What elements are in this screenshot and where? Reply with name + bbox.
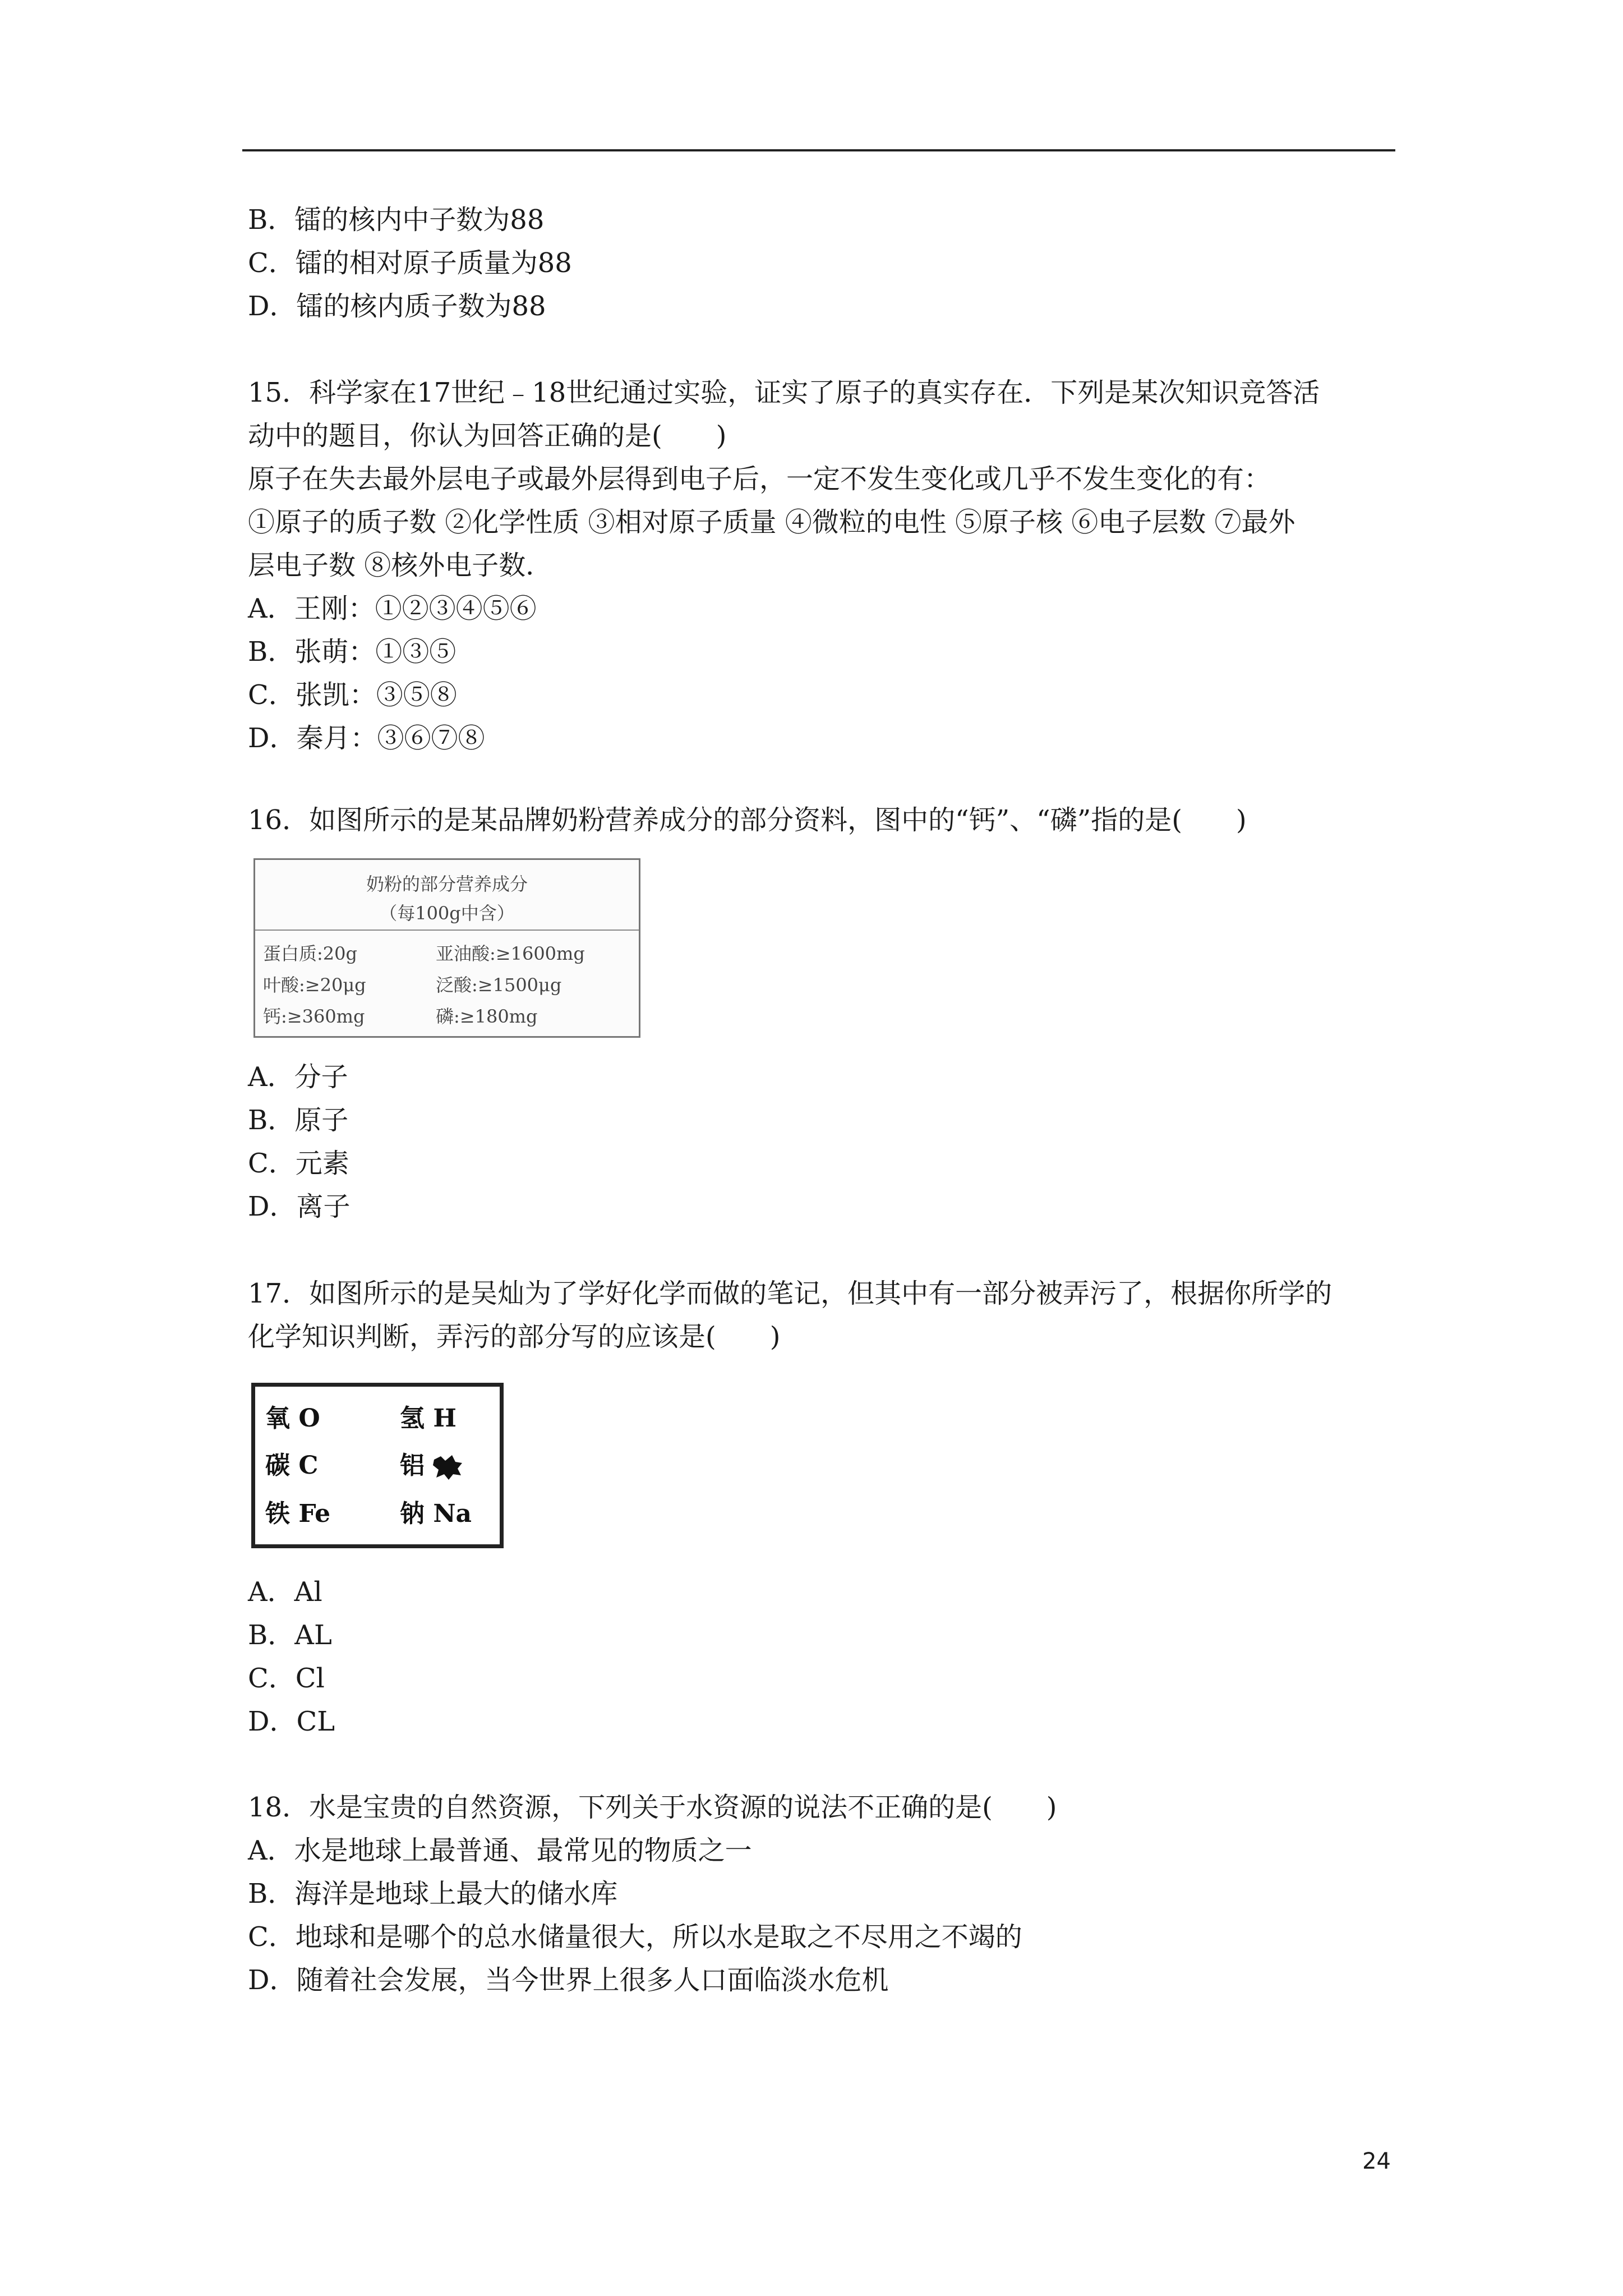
nutrition-cell: 泛酸:≥1500μg bbox=[436, 974, 562, 996]
note-cell: 钠 Na bbox=[400, 1499, 472, 1528]
option-c: C．张凯：③⑤⑧ bbox=[248, 679, 457, 711]
question-text: 化学知识判断，弄污的部分写的应该是( ) bbox=[248, 1321, 781, 1352]
option-c: C．地球和是哪个的总水储量很大，所以水是取之不尽用之不竭的 bbox=[248, 1921, 1022, 1953]
option-a: A．水是地球上最普通、最常见的物质之一 bbox=[248, 1835, 752, 1866]
option-d: D．离子 bbox=[248, 1191, 351, 1222]
question-14-options bbox=[248, 199, 1403, 328]
question-text: 16．如图所示的是某品牌奶粉营养成分的部分资料，图中的“钙”、“磷”指的是( ) bbox=[248, 804, 1247, 836]
question-17-options bbox=[248, 1571, 1403, 1743]
question-text: 动中的题目，你认为回答正确的是( ) bbox=[248, 420, 727, 452]
option-d: D．随着社会发展，当今世界上很多人口面临淡水危机 bbox=[248, 1964, 889, 1996]
option-b: B．镭的核内中子数为88 bbox=[248, 204, 545, 236]
note-cell: 铝 bbox=[400, 1451, 425, 1480]
question-text: 18．水是宝贵的自然资源，下列关于水资源的说法不正确的是( ) bbox=[248, 1792, 1057, 1823]
note-cell-smudged bbox=[400, 1445, 462, 1481]
option-c: C．镭的相对原子质量为88 bbox=[248, 247, 572, 279]
option-a: A．分子 bbox=[248, 1061, 348, 1093]
nutrition-cell: 亚油酸:≥1600mg bbox=[436, 943, 585, 964]
question-17 bbox=[248, 1272, 1403, 1359]
question-text: ①原子的质子数 ②化学性质 ③相对原子质量 ④微粒的电性 ⑤原子核 ⑥电子层数 ⑦最外 bbox=[248, 507, 1295, 538]
option-a: A．Al bbox=[248, 1576, 322, 1608]
nutrition-cell: 叶酸:≥20μg bbox=[263, 974, 366, 996]
option-b: B．AL bbox=[248, 1619, 332, 1651]
note-cell: 铁 Fe bbox=[265, 1499, 331, 1528]
ink-smudge-icon bbox=[433, 1455, 462, 1480]
option-b: B．海洋是地球上最大的储水库 bbox=[248, 1878, 618, 1910]
notebook-image bbox=[251, 1383, 504, 1548]
nutrition-table-image bbox=[253, 858, 640, 1038]
question-15 bbox=[248, 371, 1403, 760]
question-16 bbox=[248, 799, 1403, 842]
header-rule bbox=[242, 149, 1395, 151]
option-d: D．秦月：③⑥⑦⑧ bbox=[248, 723, 485, 754]
question-18 bbox=[248, 1786, 1403, 2002]
question-text: 15．科学家在17世纪﹣18世纪通过实验，证实了原子的真实存在．下列是某次知识竞答活 bbox=[248, 377, 1320, 408]
question-text: 17．如图所示的是吴灿为了学好化学而做的笔记，但其中有一部分被弄污了，根据你所学的 bbox=[248, 1278, 1332, 1309]
nutrition-table-subtitle: （每100g中含） bbox=[379, 903, 515, 924]
note-cell: 氢 H bbox=[400, 1404, 457, 1433]
option-c: C．Cl bbox=[248, 1663, 325, 1694]
option-a: A．王刚：①②③④⑤⑥ bbox=[248, 593, 537, 624]
nutrition-cell: 磷:≥180mg bbox=[436, 1006, 538, 1027]
nutrition-table-title: 奶粉的部分营养成分 bbox=[366, 873, 528, 895]
page-number: 24 bbox=[1362, 2148, 1391, 2174]
nutrition-table-divider bbox=[255, 930, 639, 931]
option-c: C．元素 bbox=[248, 1148, 349, 1179]
nutrition-cell: 蛋白质:20g bbox=[263, 943, 357, 964]
option-d: D．CL bbox=[248, 1706, 335, 1737]
nutrition-cell: 钙:≥360mg bbox=[263, 1006, 365, 1027]
option-d: D．镭的核内质子数为88 bbox=[248, 291, 546, 322]
question-text: 层电子数 ⑧核外电子数． bbox=[248, 550, 553, 581]
note-cell: 碳 C bbox=[265, 1451, 319, 1480]
question-text: 原子在失去最外层电子或最外层得到电子后，一定不发生变化或几乎不发生变化的有： bbox=[248, 463, 1271, 495]
note-cell: 氧 O bbox=[265, 1404, 320, 1433]
option-b: B．张萌：①③⑤ bbox=[248, 636, 457, 668]
question-16-options bbox=[248, 1056, 1403, 1228]
option-b: B．原子 bbox=[248, 1105, 349, 1136]
